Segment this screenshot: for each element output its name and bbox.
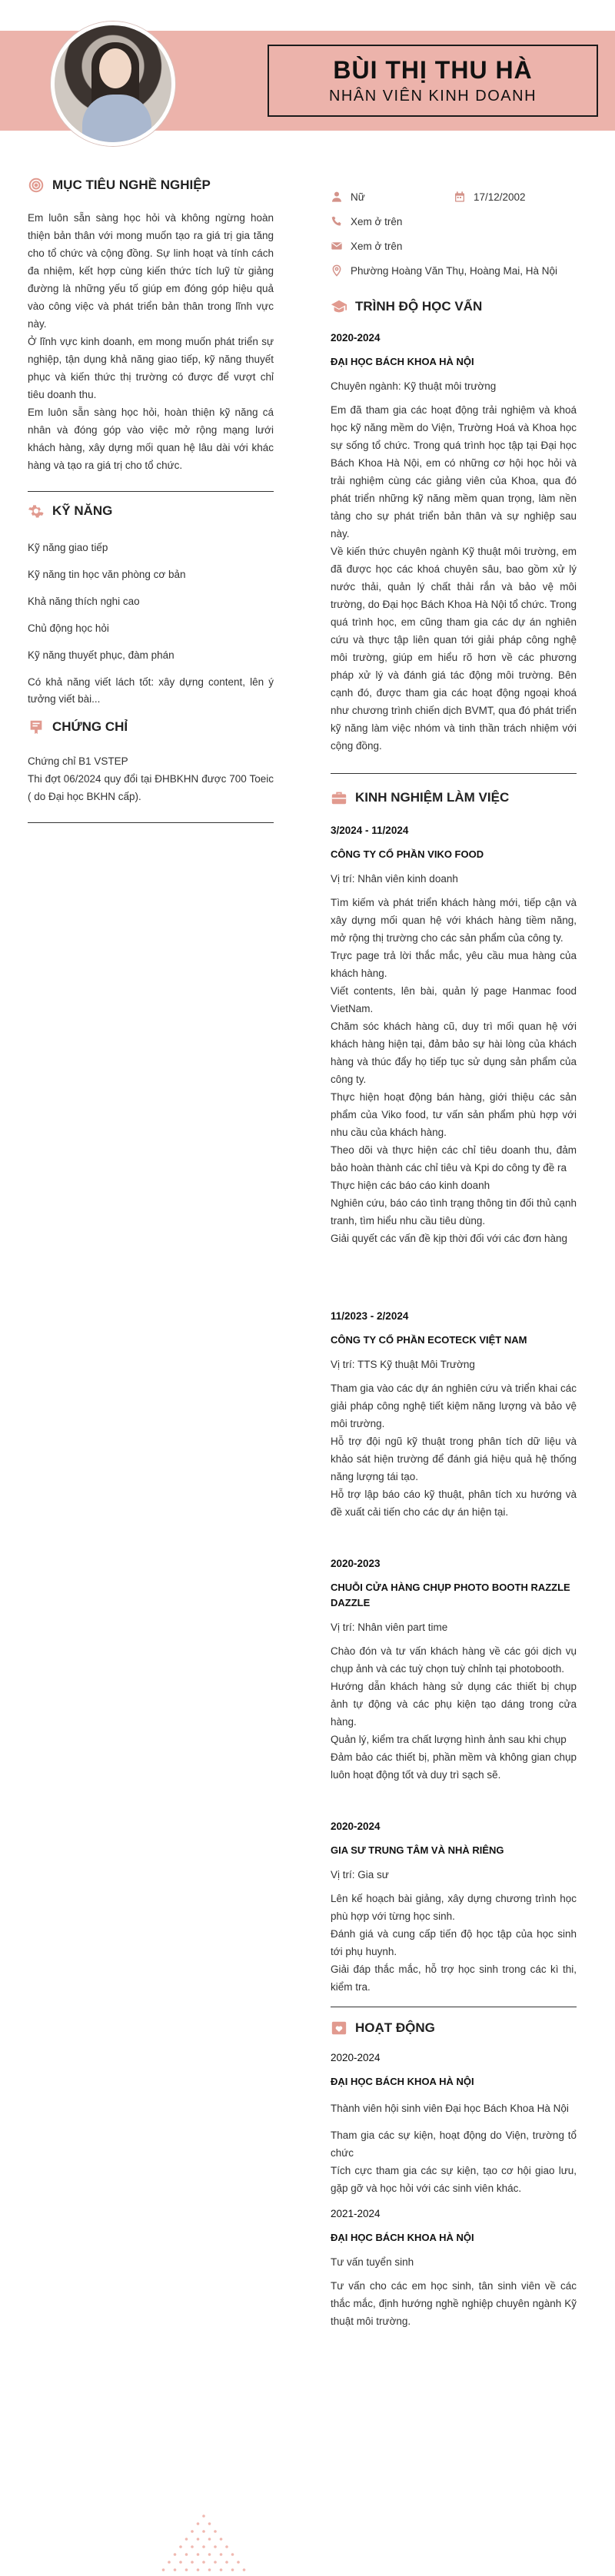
- job-period: 11/2023 - 2/2024: [331, 1310, 409, 1322]
- gender-value: Nữ: [351, 191, 365, 203]
- job-position: Vị trí: Nhân viên part time: [331, 1622, 448, 1633]
- activities-section: [331, 2020, 577, 2330]
- person-icon: [331, 191, 343, 203]
- skill-item: Có khả năng viết lách tốt: xây dựng content, lên ý tưởng viết bài...: [28, 676, 274, 705]
- decorative-dot: [220, 2538, 223, 2541]
- decorative-dot: [220, 2568, 223, 2571]
- job-company: CÔNG TY CỔ PHẦN ECOTECK VIỆT NAM: [331, 1334, 527, 1346]
- avatar: [51, 22, 175, 146]
- job-company: CHUỖI CỬA HÀNG CHỤP PHOTO BOOTH RAZZLE DAZZLE: [331, 1582, 570, 1608]
- decorative-dot: [179, 2545, 182, 2548]
- job-detail: Chăm sóc khách hàng cũ, duy trì mối quan hệ với khách hàng hiện tại, đảm bảo sự hài lòng của khách hàng và thúc đẩy họ tiếp tục sử dụng sản phẩm của công ty.: [331, 1021, 577, 1085]
- activity-role: Tư vấn tuyển sinh: [331, 2256, 414, 2268]
- skills-section: [28, 503, 274, 708]
- decorative-dot: [208, 2568, 211, 2571]
- job-period: 2020-2023: [331, 1558, 381, 1569]
- decorative-dot: [179, 2561, 182, 2564]
- certificate-icon: [28, 719, 45, 735]
- job-detail: Đánh giá và cung cấp tiến độ học tập của học sinh tới phụ huynh.: [331, 1928, 577, 1957]
- skills-title-text: KỸ NĂNG: [52, 503, 113, 518]
- job-position: Vị trí: Nhân viên kinh doanh: [331, 873, 458, 885]
- objective-title: [28, 177, 274, 194]
- decorative-dot: [202, 2561, 205, 2564]
- decorative-dot: [174, 2553, 177, 2556]
- decorative-dot: [197, 2522, 200, 2525]
- candidate-role: NHÂN VIÊN KINH DOANH: [328, 88, 537, 105]
- job-detail: Hướng dẫn khách hàng sử dụng các thiết bị chụp ảnh tự động và các phụ kiện tạo dáng trong cửa hàng.: [331, 1681, 577, 1728]
- job-detail: Hỗ trợ lập báo cáo kỹ thuật, phân tích xu hướng và đề xuất cải tiến cho các dự án hiện tại.: [331, 1489, 577, 1518]
- email-row: [331, 234, 577, 258]
- education-divider: [331, 773, 577, 774]
- job-detail: Theo dõi và thực hiện các chỉ tiêu doanh thu, đảm bảo hoàn thành các chỉ tiêu và Kpi do công ty đề ra: [331, 1144, 577, 1173]
- phone-row: [331, 209, 577, 234]
- decorative-dot: [214, 2545, 217, 2548]
- decorative-dot: [214, 2561, 217, 2564]
- job-detail: Chào đón và tư vấn khách hàng về các gói dịch vụ chụp ảnh và các tuỳ chọn tuỳ chỉnh tại photobooth.: [331, 1645, 577, 1675]
- decorative-dot: [185, 2568, 188, 2571]
- activity-period: 2021-2024: [331, 2208, 381, 2219]
- job-block: [331, 825, 577, 1247]
- birthday-row: [454, 184, 577, 209]
- job-detail: Trực page trả lời thắc mắc, yêu cầu mua hàng của khách hàng.: [331, 950, 577, 979]
- decorative-dot: [197, 2553, 200, 2556]
- activity-detail: Tích cực tham gia các sự kiện, tạo cơ hội giao lưu, gặp gỡ và học hỏi với các sinh viên khác.: [331, 2165, 577, 2194]
- decorative-dot: [208, 2553, 211, 2556]
- education-section: [331, 298, 577, 774]
- candidate-name: BÙI THỊ THU HÀ: [333, 56, 533, 84]
- job-period: 2020-2024: [331, 1821, 381, 1832]
- education-detail: Về kiến thức chuyên ngành Kỹ thuật môi trường, em đã được học các khoá chuyên sâu, bao gồm xử lý nước thải, quản lý chất thải rắn và bảo vệ môi trường, do Đại học Bách Khoa Hà Nội tổ chức. Trong quá trình học, em cũng tham gia các dự án nghiên cứu và thực tập liên quan tới giải pháp công nghệ môi trường, giúp em hiểu rõ hơn về các phương pháp xử lý và đánh giá tác động môi trường. Bên cạnh đó, được tham gia các hoạt động ngoại khoá như chương trình chiến dịch BVMT, qua đó phát triển kỹ năng làm việc nhóm và tinh thần trách nhiệm với cộng đồng.: [331, 546, 577, 752]
- location-pin-icon: [331, 264, 343, 277]
- job-detail: Tham gia vào các dự án nghiên cứu và triển khai các giải pháp công nghệ tiết kiệm năng lượng và bảo vệ môi trường.: [331, 1383, 577, 1429]
- job-company: GIA SƯ TRUNG TÂM VÀ NHÀ RIÊNG: [331, 1844, 504, 1856]
- job-detail: Lên kế hoạch bài giảng, xây dựng chương trình học phù hợp với từng học sinh.: [331, 1893, 577, 1922]
- decorative-dot: [191, 2561, 194, 2564]
- phone-value: Xem ở trên: [351, 215, 403, 227]
- address-row: [331, 258, 577, 283]
- job-detail: Hỗ trợ đội ngũ kỹ thuật trong phân tích dữ liệu và khảo sát hiện trường để đánh giá hiệu quả hệ thống năng lượng tái tạo.: [331, 1436, 577, 1482]
- certificates-section: [28, 719, 274, 805]
- email-value: Xem ở trên: [351, 240, 403, 252]
- job-block: [331, 1310, 577, 1521]
- decorative-dot: [225, 2545, 228, 2548]
- decorative-dot: [214, 2530, 217, 2533]
- contact-section: [331, 184, 577, 283]
- skill-item: Kỹ năng tin học văn phòng cơ bản: [28, 569, 186, 580]
- skill-item: Kỹ năng thuyết phục, đàm phán: [28, 649, 175, 661]
- activity-block: [331, 2208, 577, 2330]
- job-detail: Đảm bảo các thiết bị, phần mềm và không gian chụp luôn hoạt động tốt và duy trì sạch sẽ.: [331, 1751, 577, 1781]
- activity-period: 2020-2024: [331, 2052, 381, 2063]
- decorative-dot: [185, 2538, 188, 2541]
- phone-icon: [331, 215, 343, 227]
- heart-icon: [331, 2020, 347, 2037]
- experience-title-text: KINH NGHIỆM LÀM VIỆC: [355, 790, 510, 805]
- job-block: [331, 1558, 577, 1784]
- decorative-dot: [191, 2530, 194, 2533]
- job-period: 3/2024 - 11/2024: [331, 825, 409, 836]
- decorative-dot: [197, 2538, 200, 2541]
- education-major: Chuyên ngành: Kỹ thuật môi trường: [331, 380, 497, 392]
- job-detail: Quản lý, kiểm tra chất lượng hình ảnh sau khi chụp: [331, 1734, 567, 1745]
- education-school: ĐẠI HỌC BÁCH KHOA HÀ NỘI: [331, 356, 474, 367]
- job-detail: Giải quyết các vấn đề kịp thời đối với các đơn hàng: [331, 1233, 567, 1244]
- education-title: [331, 298, 577, 315]
- certificates-divider: [28, 822, 274, 823]
- skill-item: Khả năng thích nghi cao: [28, 596, 140, 607]
- decorative-dot: [174, 2568, 177, 2571]
- activities-title-text: HOẠT ĐỘNG: [355, 2020, 435, 2035]
- decorative-dot: [202, 2515, 205, 2518]
- left-column: [28, 177, 274, 823]
- job-detail: Thực hiện hoạt động bán hàng, giới thiệu các sản phẩm của Viko food, tư vấn sản phẩm phù hợp với nhu cầu của khách hàng.: [331, 1091, 577, 1138]
- mail-icon: [331, 240, 343, 252]
- activities-title: [331, 2020, 577, 2037]
- right-column: [331, 184, 577, 2330]
- name-box: [268, 45, 598, 117]
- decorative-dot: [208, 2538, 211, 2541]
- decorative-dot: [231, 2553, 234, 2556]
- job-detail: Thực hiện các báo cáo kinh doanh: [331, 1180, 490, 1191]
- objective-paragraph-1: Em luôn sẵn sàng học hỏi và không ngừng hoàn thiện bản thân với mong muốn tạo ra giá trị gia tăng cho tổ chức và cộng đồng. Sự linh hoạt và tính cách đa nhiệm, kết hợp cùng kiến thức tích luỹ từ giảng đường là những yếu tố giúp em đóng góp hiệu quả vào công việc và phát triển bản thân trong lĩnh vực này.: [28, 212, 274, 330]
- decorative-dot: [162, 2568, 165, 2571]
- job-position: Vị trí: Gia sư: [331, 1869, 389, 1881]
- briefcase-icon: [331, 789, 347, 806]
- activity-role: Thành viên hội sinh viên Đại học Bách Khoa Hà Nội: [331, 2103, 569, 2114]
- decorative-dots: [154, 2511, 254, 2576]
- gear-icon: [28, 503, 45, 520]
- certificates-title: [28, 719, 274, 735]
- objective-paragraph-2: Ở lĩnh vực kinh doanh, em mong muốn phát triển sự nghiệp, tận dụng khả năng giao tiếp, kỹ năng thuyết phục và kiến thức thị trường có được để vượt chỉ tiêu doanh thu.: [28, 336, 274, 400]
- job-detail: Tìm kiếm và phát triển khách hàng mới, tiếp cận và xây dựng mối quan hệ với khách hàng tiềm năng, mở rộng thị trường cho các sản phẩm của công ty.: [331, 897, 577, 944]
- education-title-text: TRÌNH ĐỘ HỌC VẤN: [355, 299, 483, 314]
- address-value: Phường Hoàng Văn Thụ, Hoàng Mai, Hà Nội: [351, 264, 558, 277]
- objective-paragraph-3: Em luôn sẵn sàng học hỏi, hoàn thiện kỹ năng cá nhân và đóng góp vào việc mở rộng mạng lưới khách hàng, xây dựng mối quan hệ lâu dài với khác hàng và tạo ra giá trị cho tổ chức.: [28, 407, 274, 471]
- decorative-dot: [197, 2568, 200, 2571]
- activity-detail: Tư vấn cho các em học sinh, tân sinh viên về các thắc mắc, định hướng nghề nghiệp chuyên ngành Kỹ thuật môi trường.: [331, 2280, 577, 2327]
- decorative-dot: [202, 2530, 205, 2533]
- objective-divider: [28, 491, 274, 492]
- skills-title: [28, 503, 274, 520]
- certificates-title-text: CHỨNG CHỈ: [52, 719, 128, 734]
- gender-row: [331, 184, 454, 209]
- objective-section: [28, 177, 274, 474]
- decorative-dot: [168, 2561, 171, 2564]
- education-period: 2020-2024: [331, 332, 381, 344]
- decorative-dot: [191, 2545, 194, 2548]
- avatar-body: [82, 95, 151, 146]
- decorative-dot: [202, 2545, 205, 2548]
- avatar-face: [99, 48, 131, 88]
- decorative-dot: [225, 2561, 228, 2564]
- activity-org: ĐẠI HỌC BÁCH KHOA HÀ NỘI: [331, 2232, 474, 2243]
- experience-section: [331, 789, 577, 2007]
- decorative-dot: [208, 2522, 211, 2525]
- decorative-dot: [220, 2553, 223, 2556]
- job-detail: Nghiên cứu, báo cáo tình trạng thông tin đối thủ cạnh tranh, tìm hiểu nhu cầu tiêu dùng.: [331, 1197, 577, 1227]
- experience-title: [331, 789, 577, 806]
- job-company: CÔNG TY CỔ PHẦN VIKO FOOD: [331, 848, 484, 860]
- job-position: Vị trí: TTS Kỹ thuật Môi Trường: [331, 1359, 475, 1370]
- calendar-icon: [454, 191, 466, 203]
- job-detail: Giải đáp thắc mắc, hỗ trợ học sinh trong các kì thi, kiểm tra.: [331, 1964, 577, 1993]
- skill-item: Chủ động học hỏi: [28, 622, 109, 634]
- target-icon: [28, 177, 45, 194]
- job-detail: Viết contents, lên bài, quản lý page Hanmac food VietNam.: [331, 985, 577, 1014]
- activity-detail: Tham gia các sự kiện, hoạt động do Viện, trường tổ chức: [331, 2130, 577, 2159]
- certificate-item: Chứng chỉ B1 VSTEP: [28, 755, 128, 767]
- decorative-dot: [231, 2568, 234, 2571]
- objective-title-text: MỤC TIÊU NGHỀ NGHIỆP: [52, 178, 211, 192]
- activity-org: ĐẠI HỌC BÁCH KHOA HÀ NỘI: [331, 2076, 474, 2087]
- education-detail: Em đã tham gia các hoạt động trải nghiệm và khoá học kỹ năng mềm do Viện, Trường Hoá và Khoa học sự sống tổ chức. Trong quá trình học tập tại Đại học Bách Khoa Hà Nội, em có những cơ hội học hỏi và trải nghiệm cùng các giảng viên của Khoa, qua đó phát triển những kỹ năng mềm quan trọng, làm nền tảng cho sự phát triển bản thân và sự nghiệp sau này.: [331, 404, 577, 539]
- graduation-cap-icon: [331, 298, 347, 315]
- job-block: [331, 1821, 577, 1996]
- certificate-item: Thi đợt 06/2024 quy đổi tại ĐHBKHN được 700 Toeic ( do Đại học BKHN cấp).: [28, 773, 274, 802]
- skill-item: Kỹ năng giao tiếp: [28, 542, 108, 553]
- birthday-value: 17/12/2002: [474, 191, 526, 203]
- decorative-dot: [243, 2568, 246, 2571]
- decorative-dot: [237, 2561, 240, 2564]
- decorative-dot: [185, 2553, 188, 2556]
- activity-block: [331, 2052, 577, 2197]
